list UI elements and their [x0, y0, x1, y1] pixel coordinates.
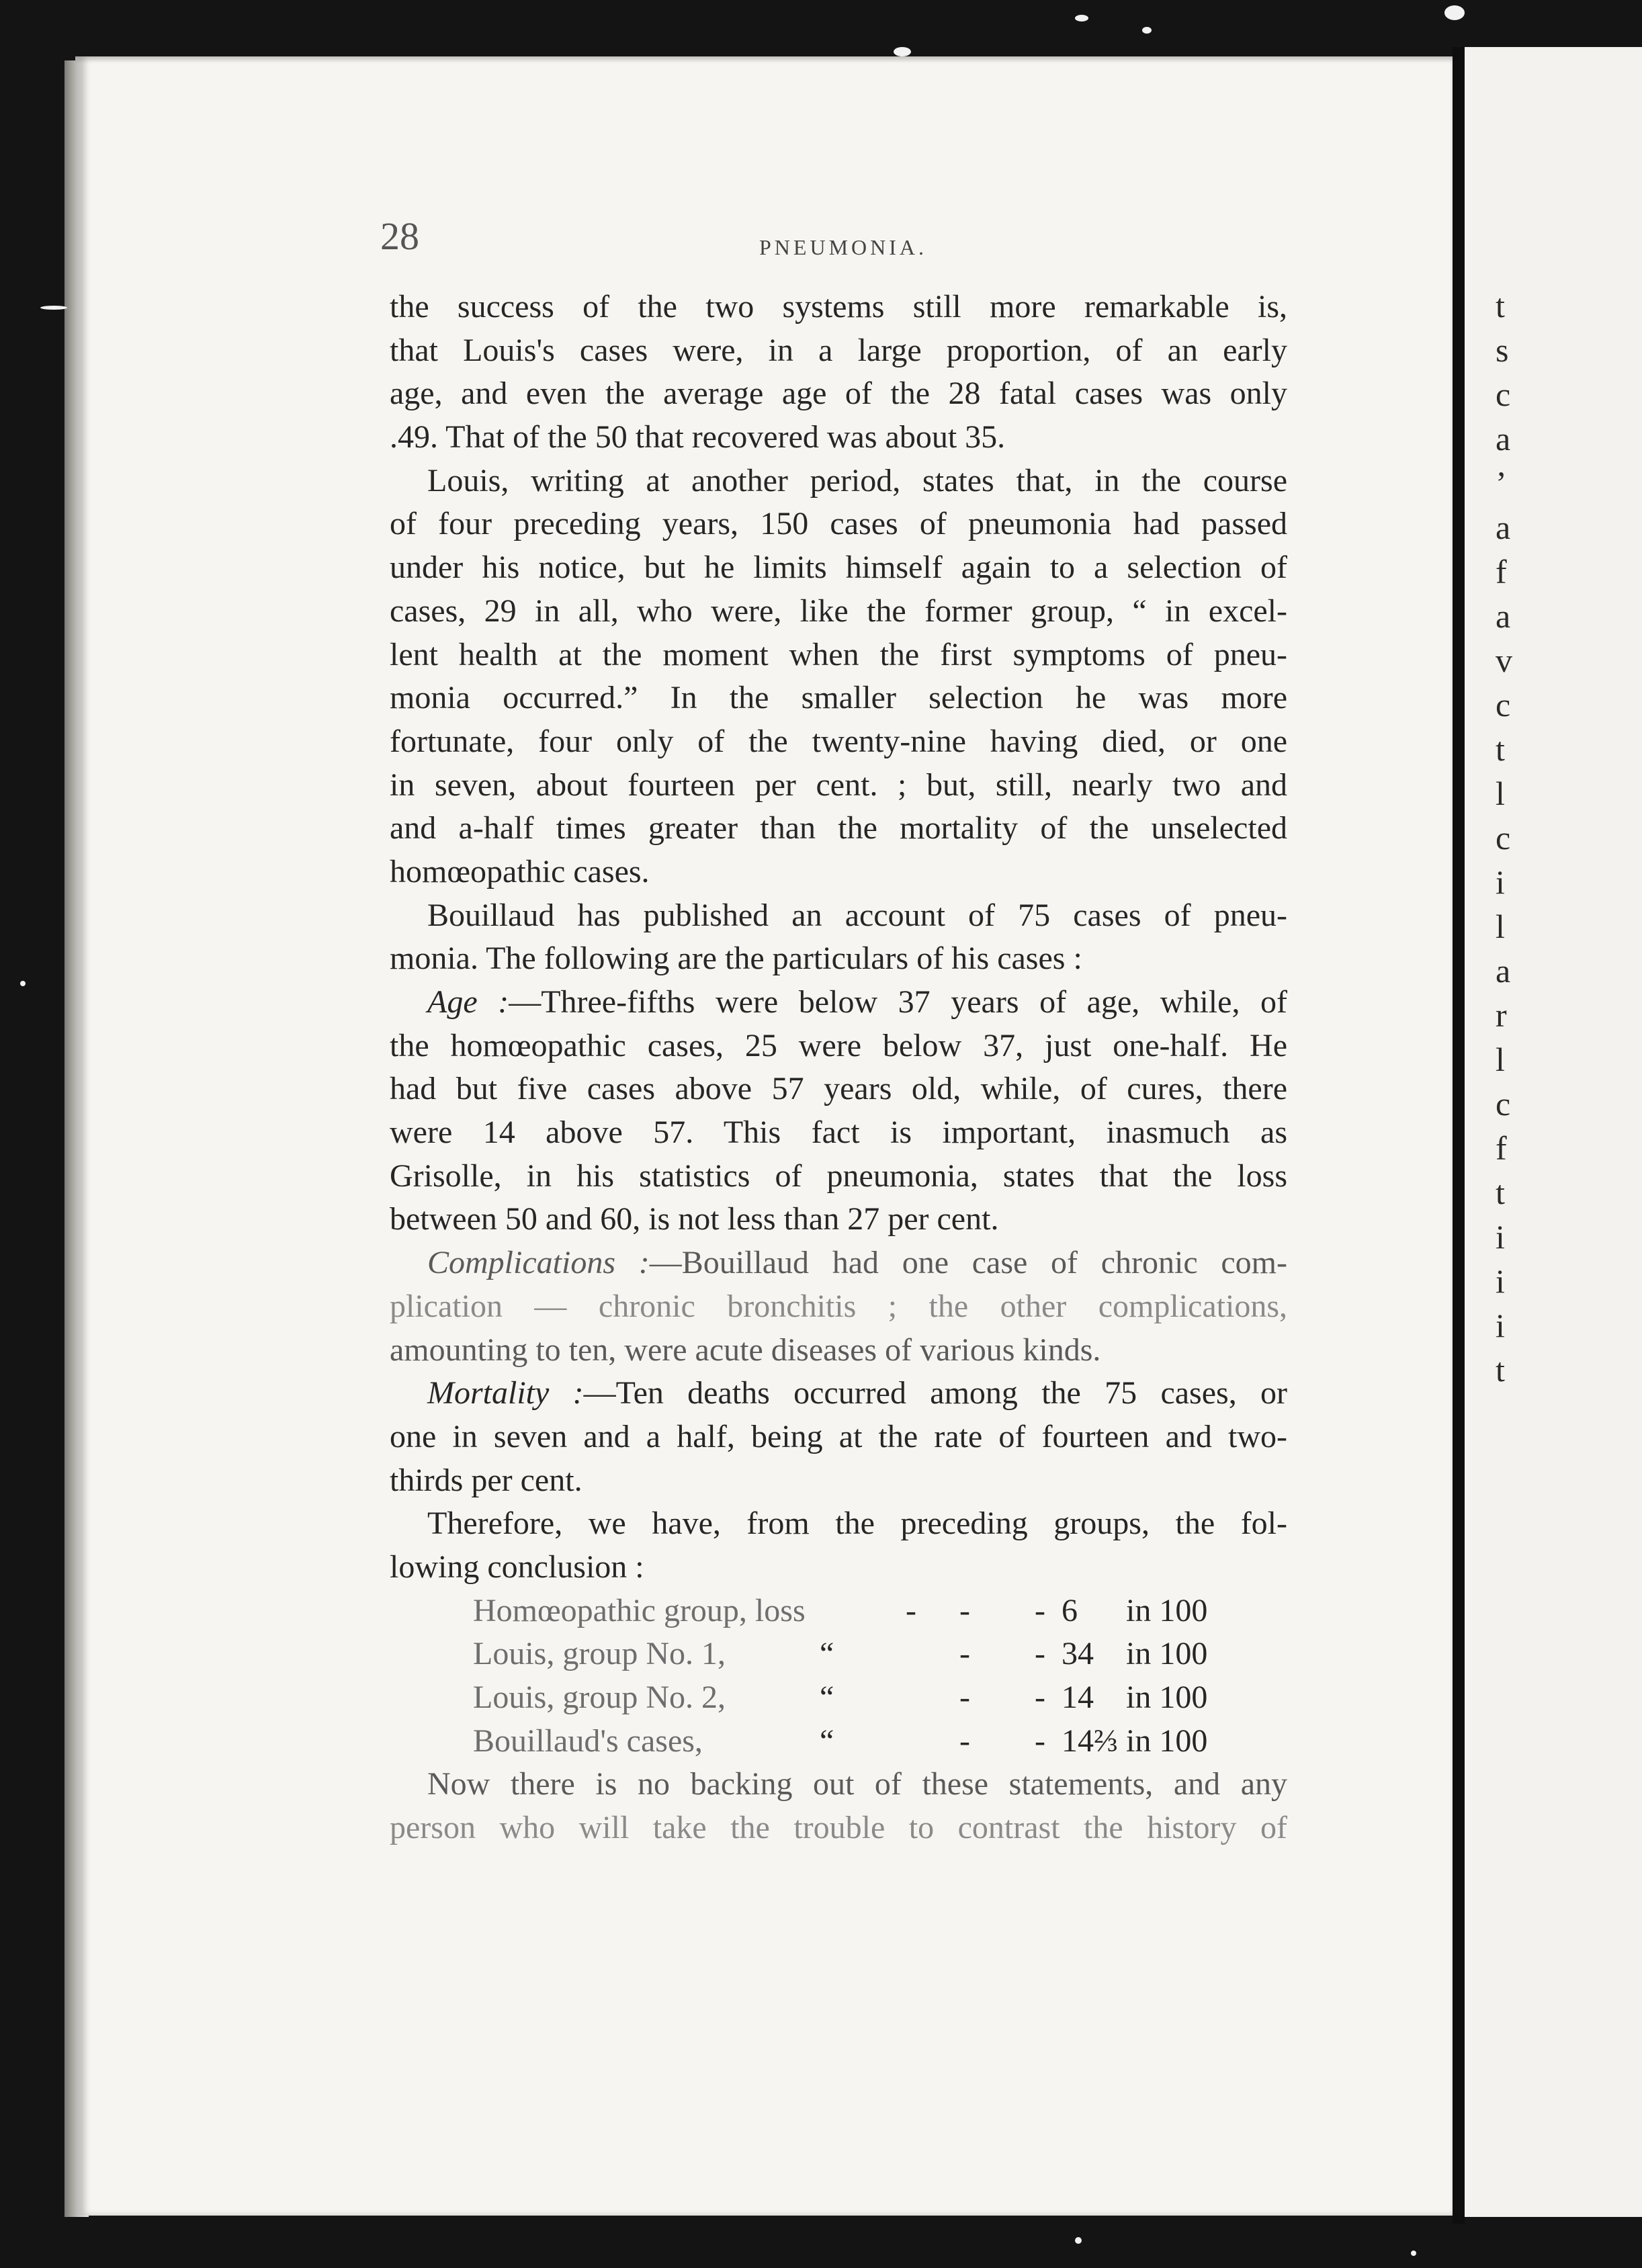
- facing-page-fragment: l: [1496, 775, 1505, 812]
- facing-page-fragment: c: [1496, 376, 1511, 413]
- facing-page-fragment: a: [1496, 597, 1511, 635]
- conclusion-row: [390, 1676, 1287, 1720]
- row-value: 6: [1062, 1592, 1078, 1628]
- text-line: Bouillaud has published an account of 75 cases of pneu-: [427, 897, 1287, 933]
- text-line: had but five cases above 57 years old, while, of cures, there: [390, 1071, 1287, 1107]
- facing-page-fragment: c: [1496, 686, 1511, 724]
- row-value: 14: [1062, 1680, 1094, 1715]
- text-line: thirds per cent.: [390, 1462, 582, 1498]
- text-line: [390, 981, 1287, 1024]
- text-line: [390, 1372, 1287, 1415]
- page-gutter: [1453, 47, 1465, 2224]
- row-label: Bouillaud's cases,: [473, 1722, 703, 1759]
- text-line: were 14 above 57. This fact is important, inasmuch as: [390, 1115, 1287, 1151]
- text-line: monia occurred.” In the smaller selection he was more: [390, 680, 1287, 716]
- text-line: Now there is no backing out of these statements, and any: [427, 1766, 1287, 1802]
- row-dash: -: [1035, 1636, 1045, 1672]
- facing-page-fragment: c: [1496, 819, 1511, 857]
- row-dash: -: [959, 1680, 970, 1715]
- body-text: [390, 286, 1287, 1850]
- facing-page-fragment: ʼ: [1496, 464, 1507, 502]
- text-line: .49. That of the 50 that recovered was about 35.: [390, 419, 1006, 455]
- facing-page-fragment: t: [1496, 287, 1505, 324]
- text-line: and a-half times greater than the mortality of the unselected: [390, 810, 1287, 846]
- facing-page-fragment: t: [1496, 1351, 1505, 1389]
- facing-page-fragment: f: [1496, 553, 1507, 591]
- text-line: plication — chronic bronchitis ; the other complications,: [390, 1288, 1287, 1324]
- row-label: Homœopathic group, loss: [473, 1592, 806, 1628]
- text-line: between 50 and 60, is not less than 27 per cent.: [390, 1201, 999, 1237]
- text-line: of four preceding years, 150 cases of pneumonia had passed: [390, 506, 1287, 542]
- facing-page-fragment: t: [1496, 730, 1505, 768]
- facing-page-fragment: i: [1496, 1218, 1505, 1256]
- row-dash: -: [959, 1636, 970, 1672]
- text-line: one in seven and a half, being at the rate of fourteen and two-: [390, 1418, 1287, 1454]
- text-line: amounting to ten, were acute diseases of various kinds.: [390, 1332, 1101, 1368]
- text-line-rest: —Bouillaud had one case of chronic com-: [649, 1245, 1287, 1281]
- text-line: under his notice, but he limits himself again to a selection of: [390, 550, 1287, 586]
- row-per: in 100: [1126, 1592, 1208, 1628]
- row-ditto: “: [820, 1636, 834, 1672]
- facing-page-fragment: c: [1496, 1085, 1511, 1123]
- italic-heading-complications: Complications :: [427, 1245, 650, 1281]
- facing-page-fragment: a: [1496, 952, 1511, 990]
- row-dash: -: [1035, 1680, 1045, 1715]
- row-value: 14⅔: [1062, 1722, 1118, 1759]
- text-line: Therefore, we have, from the preceding groups, the fol-: [427, 1506, 1287, 1542]
- row-dash: -: [959, 1592, 970, 1628]
- row-dash: -: [959, 1722, 970, 1759]
- text-line: person who will take the trouble to contrast the history of: [390, 1810, 1287, 1846]
- running-title: PNEUMONIA.: [759, 235, 927, 259]
- facing-page-fragment: i: [1496, 863, 1505, 901]
- text-line: Louis, writing at another period, states that, in the course: [427, 462, 1287, 498]
- italic-heading-mortality: Mortality :: [427, 1375, 584, 1411]
- conclusion-row: [390, 1720, 1287, 1763]
- text-line-rest: —Ten deaths occurred among the 75 cases, or: [583, 1375, 1287, 1411]
- text-line: age, and even the average age of the 28 fatal cases was only: [390, 376, 1287, 412]
- text-line: cases, 29 in all, who were, like the former group, “ in excel-: [390, 593, 1287, 629]
- row-per: in 100: [1126, 1636, 1208, 1672]
- text-line: Grisolle, in his statistics of pneumonia, states that the loss: [390, 1158, 1287, 1194]
- row-per: in 100: [1126, 1680, 1208, 1715]
- row-dash: -: [1035, 1722, 1045, 1759]
- page-number: 28: [380, 214, 419, 258]
- row-label: Louis, group No. 2,: [473, 1680, 726, 1715]
- facing-page-fragment: l: [1496, 908, 1505, 945]
- text-line: the success of the two systems still more remarkable is,: [390, 289, 1287, 324]
- text-line: fortunate, four only of the twenty-nine having died, or one: [390, 723, 1287, 759]
- text-line: the homœopathic cases, 25 were below 37, just one-half. He: [390, 1027, 1287, 1063]
- facing-page-fragment: l: [1496, 1041, 1505, 1078]
- row-ditto: “: [820, 1722, 834, 1759]
- facing-page-fragment: a: [1496, 509, 1511, 546]
- text-line: homœopathic cases.: [390, 853, 650, 889]
- text-line: [390, 1241, 1287, 1285]
- text-line: lowing conclusion :: [390, 1549, 644, 1585]
- facing-page-fragment: t: [1496, 1174, 1505, 1211]
- conclusion-row: [390, 1632, 1287, 1676]
- text-line: that Louis's cases were, in a large proportion, of an early: [390, 332, 1287, 368]
- text-line-rest: —Three-fifths were below 37 years of age, while, of: [509, 984, 1287, 1020]
- row-label: Louis, group No. 1,: [473, 1636, 726, 1672]
- facing-page-fragment: i: [1496, 1262, 1505, 1300]
- row-per: in 100: [1126, 1722, 1208, 1759]
- facing-page-fragment: a: [1496, 420, 1511, 457]
- facing-page-fragment: r: [1496, 996, 1507, 1034]
- facing-page-fragment: v: [1496, 642, 1512, 679]
- facing-page-fragment: f: [1496, 1129, 1507, 1167]
- text-line: in seven, about fourteen per cent. ; but, still, nearly two and: [390, 767, 1287, 803]
- text-line: monia. The following are the particulars of his cases :: [390, 941, 1082, 977]
- row-dash: -: [906, 1592, 916, 1628]
- conclusion-row: [390, 1589, 1287, 1633]
- facing-page-edge: [1465, 47, 1642, 2217]
- row-value: 34: [1062, 1636, 1094, 1672]
- italic-heading-age: Age :: [427, 984, 509, 1020]
- row-ditto: “: [820, 1680, 834, 1715]
- facing-page-fragment: i: [1496, 1307, 1505, 1344]
- text-line: lent health at the moment when the first symptoms of pneu-: [390, 636, 1287, 672]
- facing-page-fragment: s: [1496, 331, 1509, 369]
- row-dash: -: [1035, 1592, 1045, 1628]
